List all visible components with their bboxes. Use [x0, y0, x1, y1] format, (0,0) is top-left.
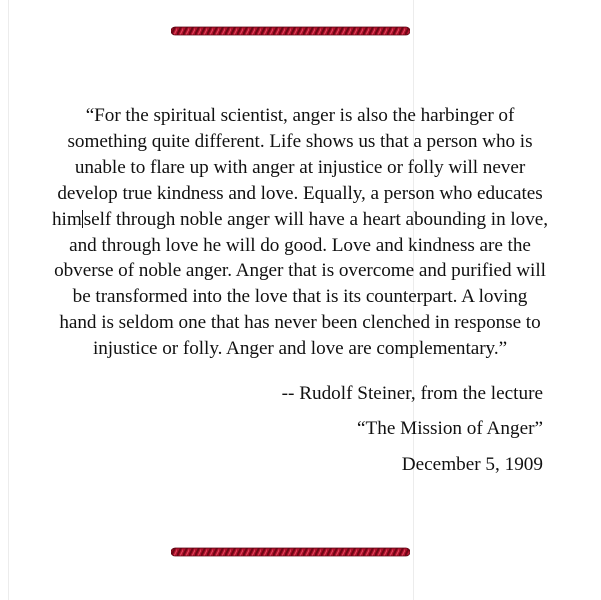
- attribution-author-line: -- Rudolf Steiner, from the lecture: [281, 383, 543, 404]
- quote-line: injustice or folly. Anger and love are complementary.”: [92, 338, 508, 360]
- quote-line: unable to flare up with anger at injustice or folly will never: [74, 156, 526, 178]
- quote-line-fragment: self through noble anger will have a heart abounding in love,: [83, 208, 548, 230]
- quote-line: obverse of noble anger. Anger that is overcome and purified will: [54, 260, 546, 282]
- attribution-title-line: “The Mission of Anger”: [357, 418, 543, 439]
- quote-line: hand is seldom one that has never been clenched in response to: [59, 312, 541, 334]
- quote-line-fragment: him: [52, 208, 82, 230]
- quote-line: “For the spiritual scientist, anger is also the harbinger of: [85, 105, 515, 126]
- quote-line: and through love he will do good. Love and kindness are the: [69, 234, 531, 256]
- page-edge-left: [8, 0, 9, 600]
- quote-line: [52, 209, 548, 230]
- quote-line: something quite different. Life shows us that a person who is: [67, 130, 533, 152]
- top-rope-divider-icon: [171, 25, 410, 37]
- attribution-date-line: December 5, 1909: [401, 454, 543, 475]
- quote-line: be transformed into the love that is its counterpart. A loving: [72, 286, 528, 308]
- quote-line: develop true kindness and love. Equally, a person who educates: [57, 182, 543, 204]
- quote-text: [14, 103, 586, 362]
- bottom-rope-divider-icon: [171, 546, 410, 558]
